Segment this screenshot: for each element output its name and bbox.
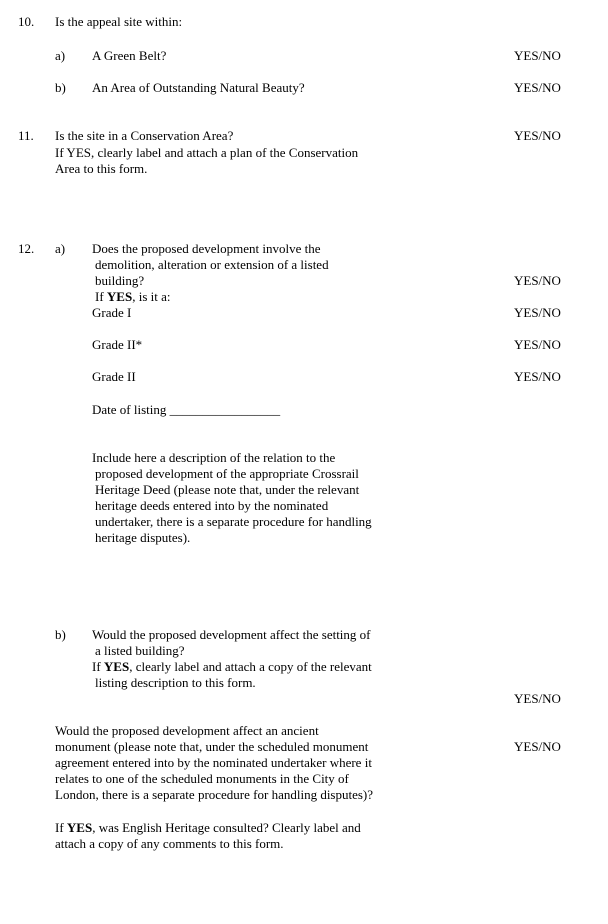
q12a-line3: building? [95, 273, 145, 288]
ancient-line: Would the proposed development affect an ancient [55, 723, 319, 738]
q12b-line4: listing description to this form. [95, 675, 256, 690]
q12b-answer[interactable]: YES/NO [514, 691, 561, 706]
ancient-line: agreement entered into by the nominated undertaker where it [55, 755, 372, 770]
ancient-monument-answer[interactable]: YES/NO [514, 739, 561, 754]
include-line: proposed development of the appropriate Crossrail [95, 466, 359, 481]
q11-answer[interactable]: YES/NO [514, 128, 561, 143]
grade-2-star-label: Grade II* [92, 337, 143, 352]
q10b-text: An Area of Outstanding Natural Beauty? [92, 80, 305, 95]
grade-1-label: Grade I [92, 305, 132, 320]
q12a-if-yes: If YES, is it a: [95, 289, 171, 304]
ancient-line: London, there is a separate procedure for handling disputes)? [55, 787, 374, 802]
q12b-label: b) [55, 627, 66, 642]
q11-line2: If YES, clearly label and attach a plan of the Conservation [55, 145, 359, 160]
q12b-line2: a listed building? [95, 643, 185, 658]
q10b-answer[interactable]: YES/NO [514, 80, 561, 95]
q10-text: Is the appeal site within: [55, 14, 183, 29]
grade-2-label: Grade II [92, 369, 136, 384]
q10a-text: A Green Belt? [92, 48, 167, 63]
q12a-answer[interactable]: YES/NO [514, 273, 561, 288]
ancient-line: monument (please note that, under the scheduled monument [55, 739, 369, 754]
q10a-answer[interactable]: YES/NO [514, 48, 561, 63]
q10a-label: a) [55, 48, 66, 63]
include-line: heritage deeds entered into by the nominated [95, 498, 329, 513]
grade-2-star-answer[interactable]: YES/NO [514, 337, 561, 352]
grade-1-answer[interactable]: YES/NO [514, 305, 561, 320]
q12a-line1: Does the proposed development involve the [92, 241, 321, 256]
include-line: undertaker, there is a separate procedure for handling [95, 514, 372, 529]
q12a-label: a) [55, 241, 66, 256]
q12b-if-yes: If YES, clearly label and attach a copy of the relevant [92, 659, 372, 674]
ancient-line: relates to one of the scheduled monuments in the City of [55, 771, 349, 786]
grade-2-answer[interactable]: YES/NO [514, 369, 561, 384]
include-line: Include here a description of the relation to the [92, 450, 336, 465]
q11-number: 11. [18, 128, 34, 143]
q11-line3: Area to this form. [55, 161, 148, 176]
q12a-line2: demolition, alteration or extension of a listed [95, 257, 329, 272]
q11-line1: Is the site in a Conservation Area? [55, 128, 234, 143]
q10-number: 10. [18, 14, 35, 29]
include-line: Heritage Deed (please note that, under the relevant [95, 482, 360, 497]
english-heritage-line2: attach a copy of any comments to this form. [55, 836, 284, 851]
english-heritage-line1: If YES, was English Heritage consulted? Clearly label and [55, 820, 361, 835]
include-line: heritage disputes). [95, 530, 191, 545]
q12b-line1: Would the proposed development affect the setting of [92, 627, 371, 642]
date-of-listing-field[interactable]: Date of listing _________________ [92, 402, 281, 417]
q12-number: 12. [18, 241, 35, 256]
q10b-label: b) [55, 80, 66, 95]
